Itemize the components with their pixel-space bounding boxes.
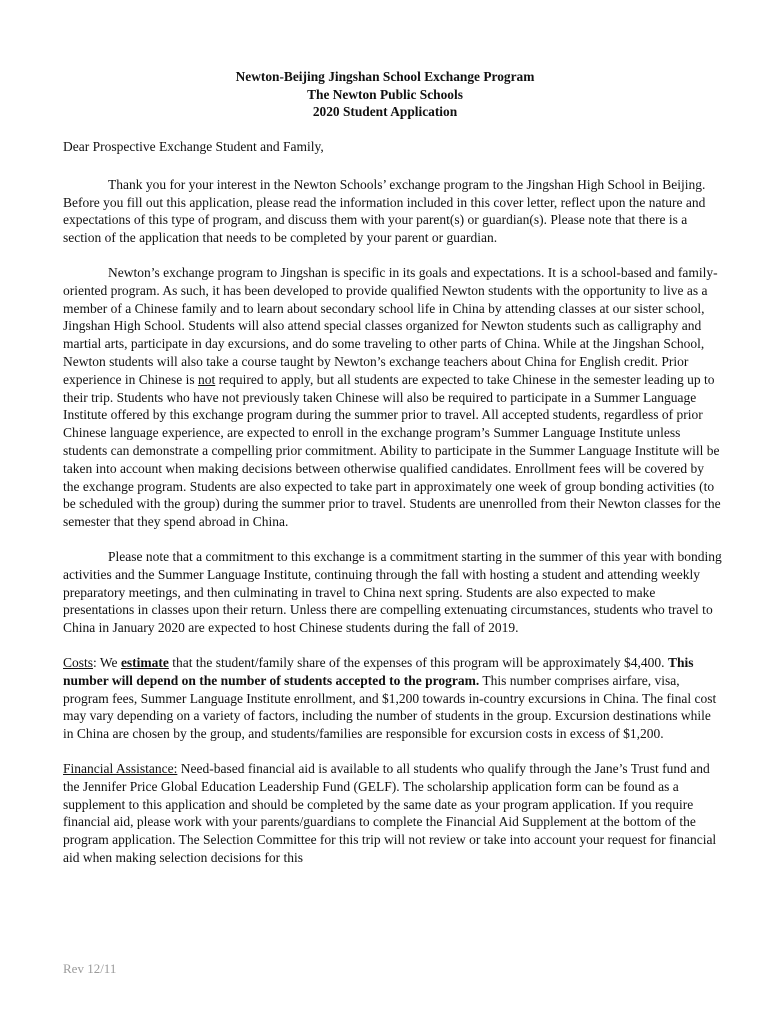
application-title: 2020 Student Application [312, 104, 458, 119]
financial-assistance-label: Financial Assistance: [63, 760, 178, 776]
revision-footer: Rev 12/11 [63, 961, 117, 976]
program-description-text-2: required to apply, but all students are expected to take Chinese in the semester leading up to their trip. Students who have not previously taken Chinese will also be required to participate in a Summer Language Institute offered by this exchange program during the summer prior to travel. All accepted students, regardless of prior Chinese language experience, are expected to enroll in the exchange program’s Summer Language Institute unless students can demonstrate a compelling prior commitment. Ability to participate in the Summer Language Institute will be taken into account when making decisions between otherwise qualified candidates. Enrollment fees will be covered by the exchange program. Students are also expected to take part in approximately one week of group bonding activities (to be scheduled with the group) during the summer prior to travel. Students are unenrolled from their Newton classes for the semester that they spend abroad in China. [63, 371, 721, 530]
costs-text-1: that the student/family share of the expenses of this program will be approximately $4,400. [168, 654, 668, 670]
document-header [0, 68, 770, 121]
commitment-paragraph: Please note that a commitment to this exchange is a commitment starting in the summer of this year with bonding activities and the Summer Language Institute, continuing through the fall with hosting a student and attending weekly preparatory meetings, and then culminating in travel to China next spring. Students are also expected to make presentations in classes upon their return. Unless there are compelling extenuating circumstances, students who travel to China in January 2020 are expected to host Chinese students during the fall of 2019. [63, 548, 722, 636]
financial-assistance-text: Need-based financial aid is available to all students who qualify through the Jane’s Trust fund and the Jennifer Price Global Education Leadership Fund (GELF). The scholarship application form can be found as a supplement to this application and should be completed by the same date as your program application. If you require financial aid, please work with your parents/guardians to complete the Financial Aid Supplement at the bottom of the program application. The Selection Committee for this trip will not review or take into account your request for financial aid when making selection decisions for this [63, 760, 717, 865]
costs-bold-sentence: This number will depend on the number of students accepted to the program. [63, 654, 694, 688]
salutation: Dear Prospective Exchange Student and Family, [63, 139, 324, 154]
estimate-emphasis: estimate [120, 654, 169, 670]
financial-assistance-paragraph [63, 760, 723, 867]
costs-text-2: This number comprises airfare, visa, program fees, Summer Language Institute enrollment, and $1,200 towards in-country excursions in China. The final cost may vary depending on a variety of factors, including the number of students in the group. Excursion destinations while in China are chosen by the group, and students/families are responsible for excursion costs in excess of $1,200. [63, 672, 717, 742]
letter-body [63, 138, 723, 884]
program-title: Newton-Beijing Jingshan School Exchange Program [235, 69, 535, 84]
costs-paragraph [63, 654, 723, 743]
costs-colon: : We [93, 654, 121, 670]
not-emphasis: not [197, 371, 216, 387]
intro-paragraph: Thank you for your interest in the Newton Schools’ exchange program to the Jingshan High School in Beijing. Before you fill out this application, please read the information included in this cover letter, reflect upon the nature and expectations of this type of program, and discuss them with your parent(s) or guardian(s). Please note that there is a section of the application that needs to be completed by your parent or guardian. [63, 176, 706, 246]
school-name: The Newton Public Schools [307, 86, 463, 102]
program-description-paragraph [63, 264, 723, 531]
program-description-text-1: Newton’s exchange program to Jingshan is specific in its goals and expectations. It is a school-based and family-oriented program. As such, it has been developed to provide qualified Newton students with the opportunity to live as a member of a Chinese family and to learn about secondary school life in China by attending classes at our sister school, Jingshan High School. Students will also attend special classes organized for Newton students such as calligraphy and martial arts, participate in day excursions, and do some traveling to other parts of China. While at the Jingshan School, Newton students will also take a course taught by Newton’s exchange teachers about China for English credit. Prior experience in Chinese is [63, 264, 718, 387]
costs-label: Costs [63, 654, 94, 670]
